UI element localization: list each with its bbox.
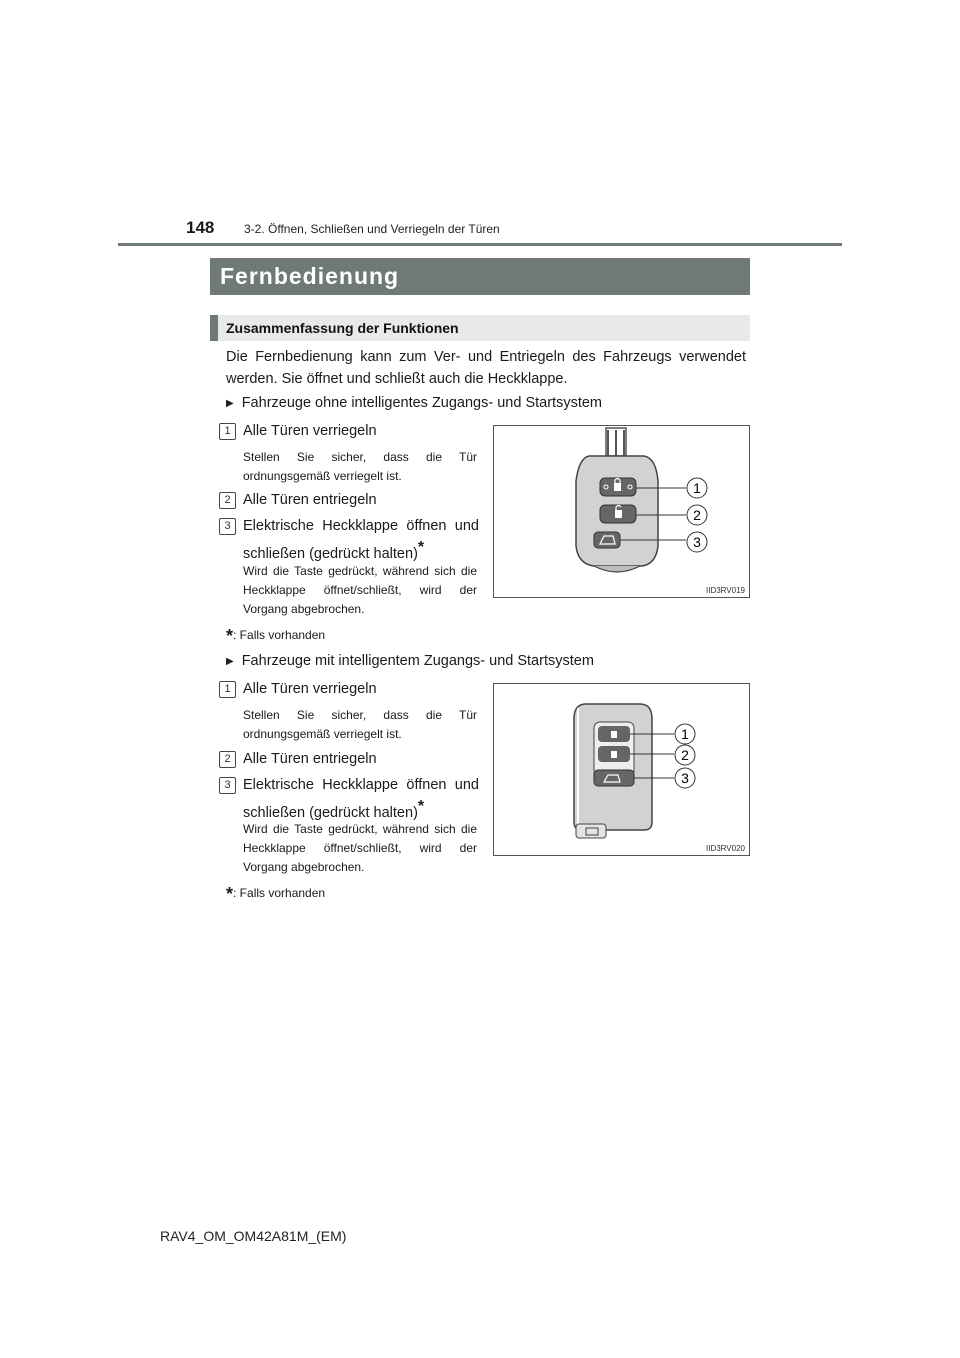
footnote — [226, 626, 325, 647]
item-note: Wird die Taste gedrückt, während sich die Heckklappe öffnet/schließt, wird der Vorgang abgebrochen. — [243, 822, 477, 874]
page-number: 148 — [186, 218, 215, 237]
callout-3: 3 — [693, 534, 701, 550]
item-label-with-star — [243, 515, 479, 565]
item-note: Stellen Sie sicher, dass die Tür ordnungsgemäß verriegelt ist. — [243, 450, 477, 483]
document-code: RAV4_OM_OM42A81M_(EM) — [160, 1228, 347, 1244]
item-note: Stellen Sie sicher, dass die Tür ordnungsgemäß verriegelt ist. — [243, 708, 477, 741]
item-label: Alle Türen verriegeln — [243, 681, 377, 697]
item-label: Alle Türen verriegeln — [243, 423, 377, 439]
item-label: Alle Türen entriegeln — [243, 751, 377, 767]
footnote-text: : Falls vorhanden — [233, 628, 326, 642]
item-number-badge: 3 — [219, 777, 236, 794]
key-fob-illustration — [494, 426, 749, 597]
subtitle-bar — [210, 315, 750, 341]
title-bar — [210, 258, 750, 295]
footnote-star: * — [417, 539, 425, 556]
triangle-bullet-icon: ▶ — [226, 656, 234, 667]
figure-code: IID3RV019 — [706, 586, 745, 595]
footnote — [226, 884, 325, 905]
intro-paragraph: Die Fernbedienung kann zum Ver- und Entriegeln des Fahrzeugs verwendet werden. Sie öffnet und schließt auch die Heckklappe. — [226, 349, 746, 387]
item-note: Wird die Taste gedrückt, während sich die Heckklappe öffnet/schließt, wird der Vorgang abgebrochen. — [243, 564, 477, 616]
section-subtitle: Zusammenfassung der Funktionen — [226, 320, 459, 336]
item-label-with-star — [243, 774, 479, 824]
section2-heading-text: Fahrzeuge mit intelligentem Zugangs- und Startsystem — [241, 653, 594, 669]
item-number-badge: 1 — [219, 681, 236, 698]
page-title: Fernbedienung — [220, 263, 400, 289]
triangle-bullet-icon: ▶ — [226, 398, 234, 409]
footnote-star: * — [226, 884, 234, 904]
footnote-star: * — [417, 798, 425, 815]
item-label: Alle Türen entriegeln — [243, 492, 377, 508]
callout-1: 1 — [693, 480, 701, 496]
section-path: 3-2. Öffnen, Schließen und Verriegeln der Türen — [244, 222, 500, 236]
item-label: Elektrische Heckklappe öffnen und schließen (gedrückt halten) — [243, 777, 479, 821]
item-number-badge: 1 — [219, 423, 236, 440]
smart-key-figure-2 — [493, 683, 750, 856]
item-number-badge: 2 — [219, 751, 236, 768]
item-number-badge: 2 — [219, 492, 236, 509]
footnote-star: * — [226, 626, 234, 646]
section1-heading-text: Fahrzeuge ohne intelligentes Zugangs- und Startsystem — [241, 395, 602, 411]
callout-1: 1 — [681, 726, 689, 742]
item-number-badge: 3 — [219, 518, 236, 535]
callout-2: 2 — [693, 507, 701, 523]
callout-2: 2 — [681, 747, 689, 763]
smart-key-illustration — [494, 684, 749, 855]
section1-heading — [226, 395, 602, 411]
key-fob-figure-1 — [493, 425, 750, 598]
callout-3: 3 — [681, 770, 689, 786]
footnote-text: : Falls vorhanden — [233, 886, 326, 900]
section2-heading — [226, 653, 594, 669]
figure-code: IID3RV020 — [706, 844, 745, 853]
header-rule — [118, 243, 842, 246]
item-label: Elektrische Heckklappe öffnen und schließen (gedrückt halten) — [243, 518, 479, 562]
